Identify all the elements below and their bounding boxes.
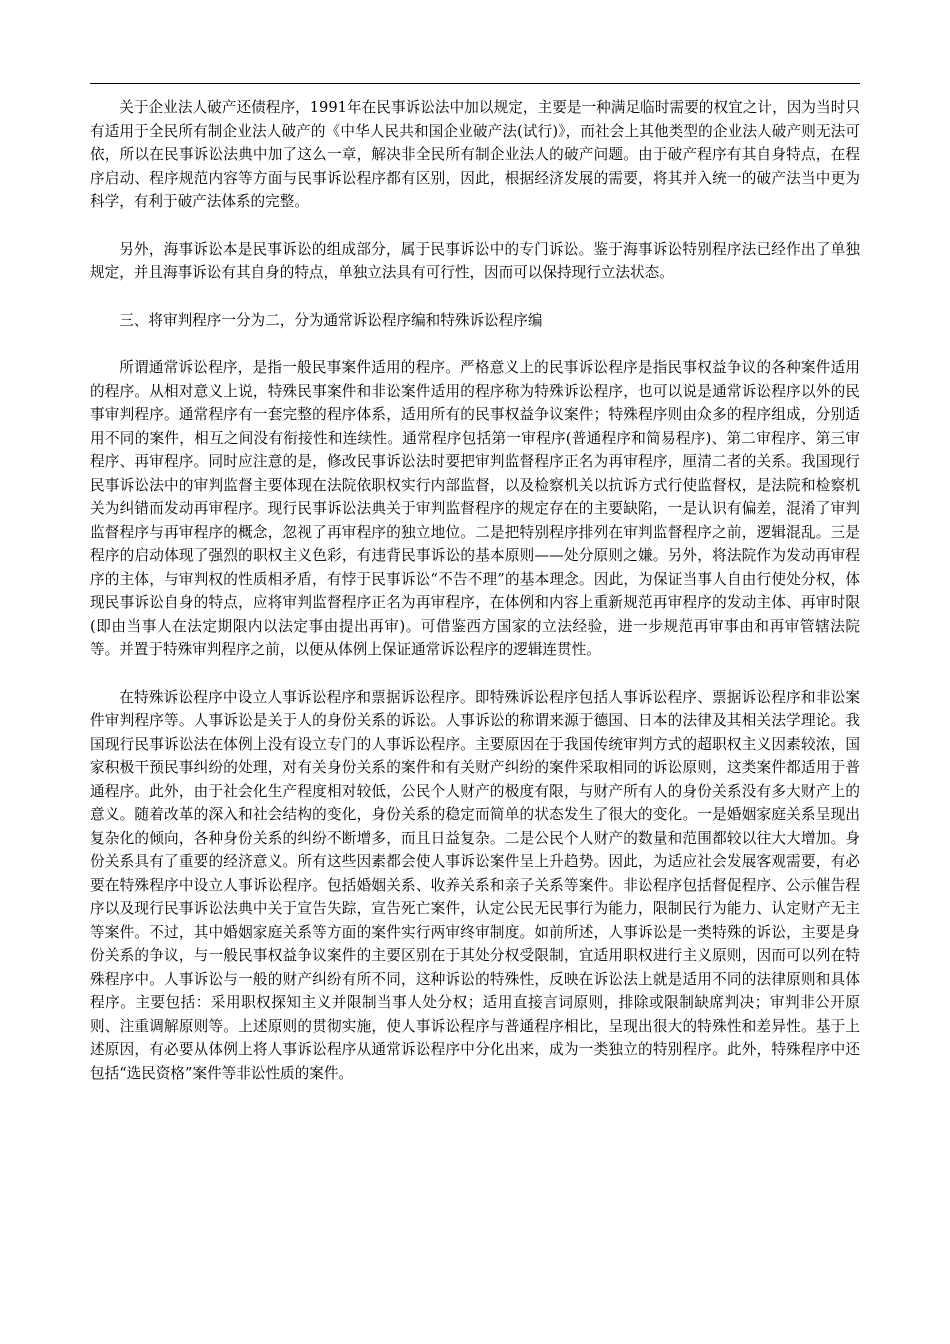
- document-body: [90, 96, 860, 1109]
- paragraph-ordinary-procedure: 所谓通常诉讼程序，是指一般民事案件适用的程序。严格意义上的民事诉讼程序是指民事权益争议的各种案件适用的程序。从相对意义上说，特殊民事案件和非讼案件适用的程序称为特殊诉讼程序，也可以说是通常诉讼程序以外的民事审判程序。通常程序有一套完整的程序体系，适用所有的民事权益争议案件；特殊程序则由众多的程序组成，分别适用不同的案件，相互之间没有衔接性和连续性。通常程序包括第一审程序(普通程序和简易程序)、第二审程序、第三审程序、再审程序。同时应注意的是，修改民事诉讼法时要把审判监督程序正名为再审程序，厘清二者的关系。我国现行民事诉讼法中的审判监督主要体现在法院依职权实行内部监督，以及检察机关以抗诉方式行使监督权，是法院和检察机关为纠错而发动再审程序。现行民事诉讼法典关于审判监督程序的规定存在的主要缺陷，一是认识有偏差，混淆了审判监督程序与再审程序的概念，忽视了再审程序的独立地位。二是把特别程序排列在审判监督程序之前，逻辑混乱。三是程序的启动体现了强烈的职权主义色彩，有违背民事诉讼的基本原则——处分原则之嫌。另外，将法院作为发动再审程序的主体，与审判权的性质相矛盾，有悖于民事诉讼“不告不理”的基本理念。因此，为保证当事人自由行使处分权，体现民事诉讼自身的特点，应将审判监督程序正名为再审程序，在体例和内容上重新规范再审程序的发动主体、再审时限(即由当事人在法定期限内以法定事由提出再审)。可借鉴西方国家的立法经验，进一步规范再审事由和再审管辖法院等。并置于特殊审判程序之前，以便从体例上保证通常诉讼程序的逻辑连贯性。: [90, 359, 860, 658]
- paragraph-bankruptcy: 关于企业法人破产还债程序，1991年在民事诉讼法中加以规定，主要是一种满足临时需要的权宜之计，因为当时只有适用于全民所有制企业法人破产的《中华人民共和国企业破产法(试行)》，而社会上其他类型的企业法人破产则无法可依，所以在民事诉讼法典中加了这么一章，解决非全民所有制企业法人的破产问题。由于破产程序有其自身特点，在程序启动、程序规范内容等方面与民事诉讼程序都有区别，因此，根据经济发展的需要，将其并入统一的破产法当中更为科学，有利于破产法体系的完整。: [90, 99, 860, 210]
- paragraph-maritime: 另外，海事诉讼本是民事诉讼的组成部分，属于民事诉讼中的专门诉讼。鉴于海事诉讼特别程序法已经作出了单独规定，并且海事诉讼有其自身的特点，单独立法具有可行性，因而可以保持现行立法状态。: [90, 240, 860, 281]
- paragraph-special-procedure: 在特殊诉讼程序中设立人事诉讼程序和票据诉讼程序。即特殊诉讼程序包括人事诉讼程序、票据诉讼程序和非讼案件审判程序等。人事诉讼是关于人的身份关系的诉讼。人事诉讼的称谓来源于德国、日本的法律及其相关法学理论。我国现行民事诉讼法在体例上没有设立专门的人事诉讼程序。主要原因在于我国传统审判方式的超职权主义因素较浓，国家积极干预民事纠纷的处理，对有关身份关系的案件和有关财产纠纷的案件采取相同的诉讼原则，这类案件都适用于普通程序。此外，由于社会化生产程度相对较低，公民个人财产的极度有限，与财产所有人的身份关系没有多大财产上的意义。随着改革的深入和社会结构的变化，身份关系的稳定而简单的状态发生了很大的变化。一是婚姻家庭关系呈现出复杂化的倾向，各种身份关系的纠纷不断增多，而且日益复杂。二是公民个人财产的数量和范围都较以往大大增加。身份关系具有了重要的经济意义。所有这些因素都会使人事诉讼案件呈上升趋势。因此，为适应社会发展客观需要，有必要在特殊程序中设立人事诉讼程序。包括婚姻关系、收养关系和亲子关系等案件。非讼程序包括督促程序、公示催告程序以及现行民事诉讼法典中关于宣告失踪，宣告死亡案件，认定公民无民事行为能力，限制民行为能力、认定财产无主等案件。不过，其中婚姻家庭关系等方面的案件实行两审终审制度。如前所述，人事诉讼是一类特殊的诉讼，主要是身份关系的争议，与一般民事权益争议案件的主要区别在于其处分权受限制，宜适用职权进行主义原则，因而可以列在特殊程序中。人事诉讼与一般的财产纠纷有所不同，这种诉讼的特殊性，反映在诉讼法上就是适用不同的法律原则和具体程序。主要包括：采用职权探知主义并限制当事人处分权；适用直接言词原则，排除或限制缺席判决；审判非公开原则、注重调解原则等。上述原则的贯彻实施，使人事诉讼程序与普通程序相比，呈现出很大的特殊性和差异性。基于上述原因，有必要从体例上将人事诉讼程序从通常诉讼程序中分化出来，成为一类独立的特别程序。此外，特殊程序中还包括“选民资格”案件等非讼性质的案件。: [90, 688, 860, 1082]
- section-heading: 三、将审判程序一分为二，分为通常诉讼程序编和特殊诉讼程序编: [119, 311, 543, 329]
- header-rule: [90, 83, 860, 84]
